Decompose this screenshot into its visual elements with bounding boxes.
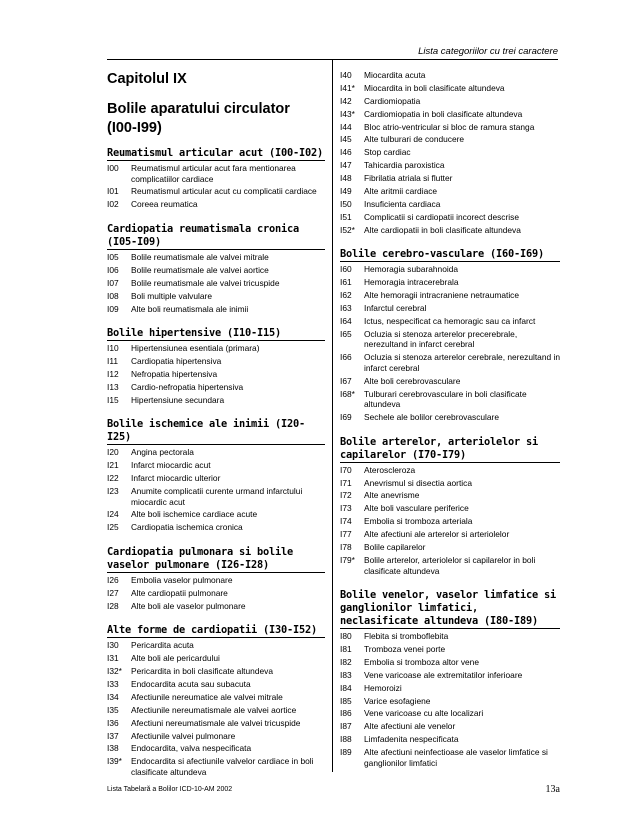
category-description: Endocardita, valva nespecificata [131, 743, 252, 754]
category-row [107, 304, 325, 315]
category-code: I21 [107, 460, 119, 471]
category-code: I30 [107, 640, 119, 651]
category-row [107, 447, 325, 458]
category-code: I71 [340, 477, 352, 488]
category-row [107, 473, 325, 484]
category-description: Stop cardiac [364, 147, 411, 158]
category-description: Hemoragia intracerebrala [364, 277, 459, 288]
category-code: I72 [340, 490, 352, 501]
category-row [107, 382, 325, 393]
category-description: Bolile reumatismale ale valvei aortice [131, 264, 269, 275]
category-description: Cardiopatia ischemica cronica [131, 522, 243, 533]
category-row [340, 542, 560, 553]
category-description: Alte cardiopatii in boli clasificate altundeva [364, 224, 521, 235]
category-row [107, 278, 325, 289]
block-section [340, 589, 560, 768]
category-code: I13 [107, 381, 119, 392]
block-section [107, 327, 325, 405]
category-row [107, 756, 325, 777]
category-description: Infarct miocardic ulterior [131, 473, 221, 484]
category-code: I38 [107, 743, 119, 754]
category-code: I51 [340, 211, 352, 222]
category-code: I66 [340, 352, 352, 363]
category-description: Hemoroizi [364, 682, 402, 693]
category-code: I31 [107, 653, 119, 664]
category-code: I64 [340, 315, 352, 326]
column-divider [332, 60, 333, 772]
category-code: I69 [340, 412, 352, 423]
category-description: Infarctul cerebral [364, 302, 427, 313]
block-title: Bolile hipertensive (I10-I15) [107, 327, 325, 341]
category-code: I37 [107, 730, 119, 741]
category-description: Bolile arterelor, arteriolelor si capilarelor in boli clasificate altundeva [364, 554, 536, 576]
category-code: I06 [107, 264, 119, 275]
category-description: Anumite complicatii curente urmand infarctului miocardic acut [131, 485, 303, 507]
category-description: Cardio-nefropatia hipertensiva [131, 381, 244, 392]
category-description: Alte boli ale vaselor pulmonare [131, 600, 246, 611]
block-title: Alte forme de cardiopatii (I30-I52) [107, 624, 325, 638]
category-row [107, 575, 325, 586]
block-title: Bolile arterelor, arteriolelor si capilarelor (I70-I79) [340, 436, 560, 463]
category-code: I09 [107, 303, 119, 314]
category-description: Bolile reumatismale ale valvei mitrale [131, 251, 269, 262]
category-code: I47 [340, 160, 352, 171]
category-description: Endocardita si afectiunile valvelor cardiace in boli clasificate altundeva [131, 756, 314, 777]
category-row [107, 705, 325, 716]
category-description: Alte boli vasculare periferice [364, 503, 469, 514]
category-code: I33 [107, 678, 119, 689]
category-row [107, 522, 325, 533]
category-code: I78 [340, 542, 352, 553]
category-description: Ictus, nespecificat ca hemoragic sau ca infarct [364, 315, 536, 326]
category-description: Ocluzia si stenoza arterelor cerebrale, nerezultand in infarct cerebral [364, 352, 560, 373]
category-description: Coreea reumatica [131, 199, 198, 210]
category-row [340, 389, 560, 410]
category-row [107, 343, 325, 354]
category-code: I74 [340, 516, 352, 527]
category-row [340, 683, 560, 694]
category-code: I12 [107, 368, 119, 379]
category-description: Ocluzia si stenoza arterelor precerebrale, nerezultand in infarct cerebral [364, 328, 518, 350]
category-description: Alte boli ischemice cardiace acute [131, 509, 258, 520]
category-code: I10 [107, 343, 119, 354]
category-row [340, 96, 560, 107]
category-row [107, 395, 325, 406]
category-code: I41* [340, 82, 355, 93]
category-description: Angina pectorala [131, 447, 194, 458]
category-description: Insuficienta cardiaca [364, 198, 441, 209]
category-row [340, 109, 560, 120]
category-row [340, 734, 560, 745]
category-row [107, 718, 325, 729]
category-description: Flebita si tromboflebita [364, 631, 449, 642]
category-code: I00 [107, 163, 119, 173]
category-code: I40 [340, 70, 352, 80]
category-row [340, 303, 560, 314]
category-code: I42 [340, 95, 352, 106]
category-description: Cardiopatia hipertensiva [131, 356, 222, 367]
category-description: Alte boli reumatismala ale inimii [131, 303, 249, 314]
category-description: Infarct miocardic acut [131, 460, 211, 471]
category-row [340, 199, 560, 210]
category-row [340, 277, 560, 288]
block-section [107, 546, 325, 611]
category-description: Pericardita in boli clasificate altundeva [131, 666, 273, 677]
category-row [107, 369, 325, 380]
category-row [340, 696, 560, 707]
category-code: I43* [340, 108, 355, 119]
category-description: Reumatismul articular acut fara mentionarea complicatiilor cardiace [131, 163, 296, 184]
category-row [340, 122, 560, 133]
category-code: I15 [107, 394, 119, 405]
category-code: I82 [340, 656, 352, 667]
category-row [107, 679, 325, 690]
category-code: I05 [107, 251, 119, 262]
chapter-title: Bolile aparatului circulator [107, 101, 290, 117]
category-row [340, 186, 560, 197]
category-row [107, 486, 325, 507]
category-row [107, 291, 325, 302]
category-code: I61 [340, 277, 352, 288]
block-title: Bolile venelor, vaselor limfatice si ganglionilor limfatici, neclasificate altundeva (I80-I89) [340, 589, 560, 629]
category-description: Nefropatia hipertensiva [131, 368, 218, 379]
category-description: Bolile reumatismale ale valvei tricuspide [131, 277, 280, 288]
category-row [340, 644, 560, 655]
category-code: I89 [340, 747, 352, 758]
right-column [340, 70, 560, 771]
category-code: I34 [107, 691, 119, 702]
category-code: I70 [340, 464, 352, 475]
category-row [340, 670, 560, 681]
category-description: Limfadenita nespecificata [364, 734, 459, 745]
category-row [340, 212, 560, 223]
category-row [340, 147, 560, 158]
category-description: Alte anevrisme [364, 490, 420, 501]
category-row [340, 465, 560, 476]
category-description: Boli multiple valvulare [131, 290, 212, 301]
category-code: I80 [340, 631, 352, 642]
category-row [107, 588, 325, 599]
category-description: Vene varicoase cu alte localizari [364, 708, 484, 719]
chapter-label: Capitolul IX [107, 71, 187, 87]
category-row [107, 731, 325, 742]
category-code: I07 [107, 277, 119, 288]
category-code: I20 [107, 447, 119, 458]
category-row [340, 376, 560, 387]
page-number: 13a [545, 784, 560, 795]
category-row [107, 640, 325, 651]
category-row [340, 631, 560, 642]
footer-source: Lista Tabelară a Bolilor ICD-10-AM 2002 [107, 786, 233, 793]
category-row [340, 555, 560, 576]
category-row [340, 721, 560, 732]
category-code: I87 [340, 721, 352, 732]
category-description: Afectiunile nereumatismale ale valvei aortice [131, 704, 297, 715]
category-description: Bolile capilarelor [364, 542, 426, 553]
category-description: Anevrismul si disectia aortica [364, 477, 472, 488]
category-code: I23 [107, 485, 119, 496]
category-row [340, 316, 560, 327]
category-row [340, 173, 560, 184]
category-row [340, 657, 560, 668]
category-code: I24 [107, 509, 119, 520]
category-code: I45 [340, 134, 352, 145]
category-description: Alte cardiopatii pulmonare [131, 587, 228, 598]
category-description: Hipertensiune secundara [131, 394, 225, 405]
category-description: Cardiomiopatia [364, 95, 421, 106]
left-column [107, 70, 325, 780]
category-row [340, 516, 560, 527]
category-code: I32* [107, 666, 122, 677]
category-code: I77 [340, 529, 352, 540]
category-description: Alte hemoragii intracraniene netraumatice [364, 290, 520, 301]
block-title: Reumatismul articular acut (I00-I02) [107, 147, 325, 161]
category-code: I62 [340, 290, 352, 301]
category-code: I81 [340, 643, 352, 654]
category-code: I73 [340, 503, 352, 514]
block-continuation [340, 70, 560, 235]
category-code: I22 [107, 473, 119, 484]
category-description: Cardiomiopatia in boli clasificate altundeva [364, 108, 523, 119]
category-code: I88 [340, 734, 352, 745]
category-description: Varice esofagiene [364, 695, 431, 706]
block-section [107, 147, 325, 210]
category-description: Complicatii si cardiopatii incorect descrise [364, 211, 519, 222]
category-row [340, 83, 560, 94]
block-section [107, 418, 325, 533]
category-code: I60 [340, 264, 352, 275]
category-description: Alte boli cerebrovasculare [364, 375, 461, 386]
category-row [340, 290, 560, 301]
category-row [107, 252, 325, 263]
category-code: I50 [340, 198, 352, 209]
category-code: I27 [107, 587, 119, 598]
category-code: I28 [107, 600, 119, 611]
category-code: I02 [107, 199, 119, 210]
category-row [107, 186, 325, 197]
category-description: Hipertensiunea esentiala (primara) [131, 343, 260, 354]
category-code: I84 [340, 682, 352, 693]
block-title: Bolile ischemice ale inimii (I20-I25) [107, 418, 325, 445]
category-row [340, 264, 560, 275]
chapter-range: (I00-I99) [107, 120, 162, 136]
category-description: Reumatismul articular acut cu complicatii cardiace [131, 186, 317, 197]
category-row [340, 70, 560, 81]
category-code: I86 [340, 708, 352, 719]
category-row [107, 666, 325, 677]
category-description: Miocardita in boli clasificate altundeva [364, 82, 505, 93]
category-description: Alte afectiuni ale venelor [364, 721, 456, 732]
category-code: I63 [340, 302, 352, 313]
category-description: Embolia vaselor pulmonare [131, 574, 233, 585]
category-description: Tulburari cerebrovasculare in boli clasificate altundeva [364, 388, 527, 410]
category-row [340, 529, 560, 540]
category-description: Endocardita acuta sau subacuta [131, 678, 251, 689]
category-row [340, 160, 560, 171]
category-code: I48 [340, 173, 352, 184]
category-code: I83 [340, 669, 352, 680]
category-description: Bloc atrio-ventricular si bloc de ramura stanga [364, 121, 535, 132]
category-description: Hemoragia subarahnoida [364, 264, 459, 275]
category-description: Embolia si tromboza altor vene [364, 656, 479, 667]
category-row [340, 225, 560, 236]
category-row [340, 747, 560, 768]
block-section [107, 624, 325, 777]
category-description: Fibrilatia atriala si flutter [364, 173, 453, 184]
category-row [107, 163, 325, 184]
category-description: Tromboza venei porte [364, 643, 446, 654]
category-description: Vene varicoase ale extremitatilor inferioare [364, 669, 523, 680]
category-description: Ateroscleroza [364, 464, 416, 475]
category-row [340, 329, 560, 350]
category-description: Pericardita acuta [131, 640, 194, 651]
category-code: I85 [340, 695, 352, 706]
category-description: Afectiunile valvei pulmonare [131, 730, 236, 741]
category-row [107, 601, 325, 612]
category-code: I67 [340, 375, 352, 386]
category-row [340, 708, 560, 719]
category-description: Embolia si tromboza arteriala [364, 516, 473, 527]
category-description: Alte tulburari de conducere [364, 134, 465, 145]
category-description: Alte afectiuni neinfectioase ale vaselor limfatice si ganglionilor limfatici [364, 747, 548, 768]
category-code: I52* [340, 224, 355, 235]
block-title: Cardiopatia pulmonara si bolile vaselor pulmonare (I26-I28) [107, 546, 325, 573]
block-title: Cardiopatia reumatismala cronica (I05-I09) [107, 223, 325, 250]
running-header: Lista categoriilor cu trei caractere [418, 46, 558, 57]
category-row [340, 490, 560, 501]
category-code: I35 [107, 704, 119, 715]
block-section [340, 248, 560, 422]
category-description: Alte afectiuni ale arterelor si arteriolelor [364, 529, 510, 540]
category-code: I39* [107, 756, 122, 767]
category-description: Alte aritmii cardiace [364, 186, 438, 197]
category-code: I46 [340, 147, 352, 158]
category-row [107, 265, 325, 276]
category-row [107, 356, 325, 367]
block-section [107, 223, 325, 314]
category-description: Sechele ale bolilor cerebrovasculare [364, 412, 500, 423]
category-row [107, 653, 325, 664]
category-row [107, 509, 325, 520]
category-description: Afectiunile nereumatice ale valvei mitrale [131, 691, 283, 702]
category-row [340, 503, 560, 514]
category-row [340, 352, 560, 373]
block-title: Bolile cerebro-vasculare (I60-I69) [340, 248, 560, 262]
category-code: I49 [340, 186, 352, 197]
category-row [340, 478, 560, 489]
category-row [107, 692, 325, 703]
category-row [340, 134, 560, 145]
category-code: I79* [340, 554, 355, 565]
category-code: I11 [107, 356, 119, 367]
category-description: Tahicardia paroxistica [364, 160, 445, 171]
category-description: Afectiuni nereumatismale ale valvei tricuspide [131, 717, 301, 728]
category-row [107, 199, 325, 210]
category-code: I01 [107, 186, 119, 197]
category-row [107, 460, 325, 471]
category-row [107, 743, 325, 754]
category-description: Miocardita acuta [364, 70, 426, 80]
category-code: I25 [107, 522, 119, 533]
category-code: I65 [340, 328, 352, 339]
category-code: I26 [107, 574, 119, 585]
category-description: Alte boli ale pericardului [131, 653, 220, 664]
category-code: I44 [340, 121, 352, 132]
block-section [340, 436, 560, 576]
category-code: I36 [107, 717, 119, 728]
category-code: I08 [107, 290, 119, 301]
category-row [340, 412, 560, 423]
category-code: I68* [340, 388, 355, 399]
